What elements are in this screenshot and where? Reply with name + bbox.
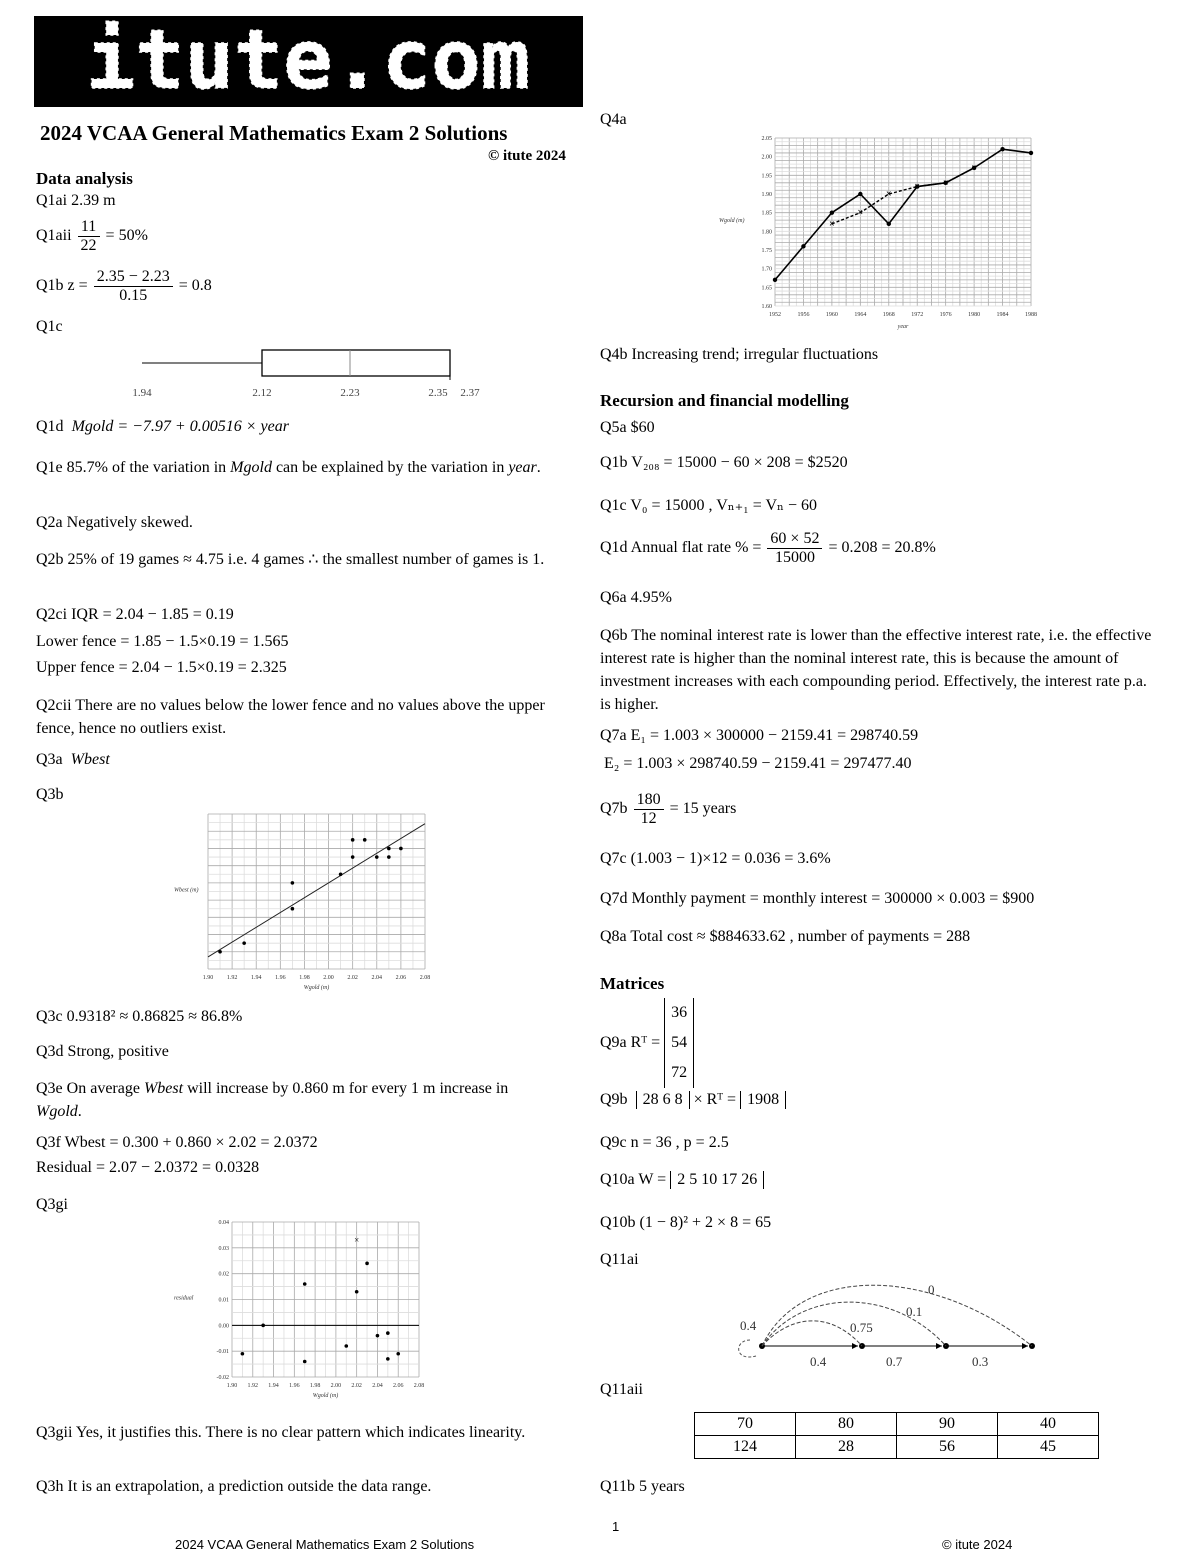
x-tick-label: 1.98 xyxy=(299,975,310,981)
q1b: Q1b z = $\frac{2.35 - 2.23}{0.15}$ = 0.8 xyxy=(36,268,212,304)
y-tick-label: 1.70 xyxy=(761,266,772,273)
q3gii: Q3gii Yes, it justifies this. There is no clear pattern which indicates linearity. xyxy=(36,1424,526,1441)
q7a-e1: Q7a E₁ = 1.003 × 300000 − 2159.41 = 298740.59 xyxy=(600,727,919,744)
q8a: Q8a Total cost ≈ $884633.62 , number of payments = 288 xyxy=(600,928,971,945)
y-tick-label: 1.90 xyxy=(761,192,772,198)
scatter-point xyxy=(365,1262,369,1266)
q3d: Q3d Strong, positive xyxy=(36,1043,169,1060)
q1d: Q1d Mgold = −7.97 + 0.00516 × year xyxy=(36,418,289,435)
q1d-flat-rate: Q1d Annual flat rate % = $\frac{60 \times 52}{15000}$ = 0.208 = 20.8% xyxy=(600,530,936,566)
y-axis-label: residual xyxy=(174,1295,194,1302)
q1ai: Q1ai 2.39 m xyxy=(36,192,116,209)
q7d: Q7d Monthly payment = monthly interest = 300000 × 0.003 = $900 xyxy=(600,890,1035,907)
q11ai: Q11ai xyxy=(600,1251,639,1268)
q1c-boxplot xyxy=(120,340,500,402)
q4a-line-chart xyxy=(715,130,1045,330)
y-tick-label: 1.75 xyxy=(761,248,772,254)
q1c: Q1c xyxy=(36,318,63,335)
x-axis-label: year xyxy=(897,324,909,330)
table-cell: 28 xyxy=(796,1436,897,1459)
scatter-point xyxy=(386,1331,390,1335)
scatter-point xyxy=(355,1290,359,1294)
x-tick-label: 1972 xyxy=(911,312,924,318)
logo-text-graphic xyxy=(34,16,583,107)
logo-text: itute.com xyxy=(85,16,531,107)
q2ci-upper-fence: Upper fence = 2.04 − 1.5×0.19 = 2.325 xyxy=(36,659,287,676)
section-recursion: Recursion and financial modelling xyxy=(600,391,849,410)
q5a: Q5a $60 xyxy=(600,419,655,436)
q11aii: Q11aii xyxy=(600,1381,643,1398)
series-point-actual xyxy=(773,278,777,282)
table-row xyxy=(695,1413,1099,1436)
boxplot-box xyxy=(262,350,450,376)
x-tick-label: 1956 xyxy=(797,312,810,318)
q3f-residual: Residual = 2.07 − 2.0372 = 0.0328 xyxy=(36,1159,260,1176)
q1c-recursion: Q1c V₀ = 15000 , Vₙ₊₁ = Vₙ − 60 xyxy=(600,497,817,514)
y-tick-label: 0.01 xyxy=(218,1297,229,1304)
x-tick-label: 1.98 xyxy=(309,1383,321,1389)
series-point-actual xyxy=(887,222,891,226)
q3gi-residual-chart xyxy=(170,1214,435,1399)
footer-copyright: © itute 2024 xyxy=(942,1537,1013,1552)
q3b: Q3b xyxy=(36,786,64,803)
y-tick-label: 1.65 xyxy=(761,285,772,292)
y-tick-label: 2.05 xyxy=(761,136,772,142)
series-point-smoothed: × xyxy=(942,177,949,189)
scatter-point xyxy=(261,1324,265,1328)
scatter-point xyxy=(399,847,403,851)
x-tick-label: 2.02 xyxy=(347,975,358,981)
page-number: 1 xyxy=(612,1519,620,1534)
scatter-point xyxy=(387,847,391,851)
x-tick-label: 2.06 xyxy=(392,1383,404,1389)
x-tick-label: 1968 xyxy=(882,312,895,318)
q4a: Q4a xyxy=(600,111,627,128)
q11aii-table xyxy=(694,1412,1099,1459)
scatter-point xyxy=(339,872,343,876)
boxplot-tick: 1.94 xyxy=(132,387,152,399)
graph-label: 0.7 xyxy=(886,1354,903,1369)
scatter-point xyxy=(396,1352,400,1356)
boxplot-tick: 2.37 xyxy=(460,387,480,399)
y-tick-label: 0.03 xyxy=(218,1245,229,1252)
scatter-point xyxy=(291,907,295,911)
x-tick-label: 1.94 xyxy=(250,975,262,981)
y-axis-label: Wbest (m) xyxy=(174,887,199,894)
table-cell: 40 xyxy=(998,1413,1099,1436)
x-tick-label: 2.04 xyxy=(371,975,383,981)
graph-curve-edge xyxy=(762,1321,862,1346)
graph-label: 0.4 xyxy=(810,1354,827,1369)
table-cell: 90 xyxy=(897,1413,998,1436)
x-tick-label: 2.08 xyxy=(419,975,431,981)
page-title: 2024 VCAA General Mathematics Exam 2 Solutions xyxy=(40,121,508,145)
q4b: Q4b Increasing trend; irregular fluctuations xyxy=(600,346,879,363)
q9b: Q9b 28 6 8 × Rᵀ = 1908 xyxy=(600,1091,786,1109)
x-tick-label: 1980 xyxy=(968,312,981,318)
y-tick-label: -0.02 xyxy=(216,1375,229,1381)
graph-curve-edge xyxy=(762,1285,1032,1346)
scatter-point xyxy=(375,855,379,859)
x-tick-label: 1988 xyxy=(1025,312,1037,318)
q3c: Q3c 0.9318² ≈ 0.86825 ≈ 86.8% xyxy=(36,1008,243,1025)
x-tick-label: 1952 xyxy=(769,312,781,318)
q7b: Q7b $\frac{180}{12}$ = 15 years xyxy=(600,791,737,827)
matrix-rt: 36 54 72 xyxy=(664,998,694,1088)
q3b-scatter-chart xyxy=(170,806,435,991)
scatter-point xyxy=(344,1344,348,1348)
x-tick-label: 2.00 xyxy=(323,975,334,981)
graph-loop-edge xyxy=(739,1340,756,1357)
q3gi: Q3gi xyxy=(36,1196,68,1213)
x-tick-label: 1.90 xyxy=(202,975,214,981)
x-axis-label: Wgold (m) xyxy=(303,985,330,991)
copyright: © itute 2024 xyxy=(488,148,566,164)
x-tick-label: 1.96 xyxy=(289,1383,300,1389)
series-point-smoothed: × xyxy=(914,181,921,193)
y-tick-label: 1.60 xyxy=(761,304,772,310)
scatter-point xyxy=(303,1282,307,1286)
boxplot-tick: 2.23 xyxy=(340,387,360,399)
table-cell: 45 xyxy=(998,1436,1099,1459)
q1e: Q1e 85.7% of the variation in Mgold can be explained by the variation in year. xyxy=(36,459,541,476)
q3h: Q3h It is an extrapolation, a prediction outside the data range. xyxy=(36,1478,432,1495)
q2a: Q2a Negatively skewed. xyxy=(36,514,193,531)
boxplot-tick: 2.12 xyxy=(252,387,272,399)
q1aii: Q1aii $\frac{11}{22}$ = 50% xyxy=(36,218,148,254)
y-tick-label: 1.95 xyxy=(761,173,772,180)
x-tick-label: 2.08 xyxy=(413,1383,425,1389)
scatter-point xyxy=(351,838,355,842)
scatter-point xyxy=(291,881,295,885)
y-axis-label: Wgold (m) xyxy=(719,218,745,224)
x-tick-label: 2.00 xyxy=(330,1383,342,1389)
q3a: Q3a Wbest xyxy=(36,751,110,768)
graph-label: 0.3 xyxy=(972,1354,989,1369)
scatter-point xyxy=(386,1357,390,1361)
x-tick-label: 1.92 xyxy=(226,975,238,981)
y-tick-label: 2.00 xyxy=(761,154,772,161)
y-tick-label: 1.80 xyxy=(761,229,772,236)
q10a: Q10a W = 2 5 10 17 26 xyxy=(600,1171,764,1189)
x-tick-label: 2.04 xyxy=(372,1383,383,1389)
y-tick-label: 0.02 xyxy=(218,1271,229,1278)
q7c: Q7c (1.003 − 1)×12 = 0.036 = 3.6% xyxy=(600,850,831,867)
itute-logo xyxy=(34,16,583,107)
series-point-actual xyxy=(801,244,805,248)
q9c: Q9c n = 36 , p = 2.5 xyxy=(600,1134,729,1151)
q3e: Q3e On average Wbest will increase by 0.860 m for every 1 m increase in Wgold. xyxy=(36,1080,509,1120)
series-point-smoothed: × xyxy=(971,162,977,174)
table-cell: 80 xyxy=(796,1413,897,1436)
x-tick-label: 1.96 xyxy=(275,975,286,981)
q1b-recursion: Q1b V₂₀₈ = 15000 − 60 × 208 = $2520 xyxy=(600,454,848,471)
y-tick-label: -0.01 xyxy=(216,1349,229,1356)
graph-label: 0.75 xyxy=(850,1320,873,1335)
scatter-point xyxy=(218,950,222,954)
q10b: Q10b (1 − 8)² + 2 × 8 = 65 xyxy=(600,1214,772,1231)
series-point-actual xyxy=(1000,147,1004,151)
q7a-e2: E₂ = 1.003 × 298740.59 − 2159.41 = 297477.40 xyxy=(604,755,912,772)
q6b: Q6b The nominal interest rate is lower than the effective interest rate, i.e. the effective interest rate is higher than the nominal interest rate, this is because the amount of investment increases with each compounding period. Effectively, the interest rate p.a. is higher. xyxy=(600,627,1152,713)
q2ci-iqr: Q2ci IQR = 2.04 − 1.85 = 0.19 xyxy=(36,606,234,623)
x-tick-label: 1960 xyxy=(825,312,838,318)
y-tick-label: 0.00 xyxy=(218,1323,229,1330)
q2ci-lower-fence: Lower fence = 1.85 − 1.5×0.19 = 1.565 xyxy=(36,633,289,650)
y-tick-label: 0.04 xyxy=(218,1220,229,1226)
q11b: Q11b 5 years xyxy=(600,1478,685,1495)
series-point-smoothed: × xyxy=(885,189,892,200)
scatter-point xyxy=(387,855,391,859)
q11ai-network-graph xyxy=(730,1270,1050,1370)
table-cell: 124 xyxy=(695,1436,796,1459)
q9a: Q9a Rᵀ = 36 54 72 xyxy=(600,998,694,1088)
x-tick-label: 1.92 xyxy=(247,1383,259,1389)
boxplot-tick: 2.35 xyxy=(428,387,448,399)
table-cell: 56 xyxy=(897,1436,998,1459)
table-row xyxy=(695,1436,1099,1459)
section-data-analysis: Data analysis xyxy=(36,169,133,188)
series-point-smoothed: × xyxy=(829,218,835,230)
series-point-actual xyxy=(1029,151,1033,155)
q2cii: Q2cii There are no values below the lower fence and no values above the upper fence, hence no outliers exist. xyxy=(36,697,545,737)
x-tick-label: 1.90 xyxy=(226,1383,238,1389)
y-tick-label: 1.85 xyxy=(761,210,772,217)
q6a: Q6a 4.95% xyxy=(600,589,672,606)
scatter-point xyxy=(303,1360,307,1364)
series-point-smoothed: × xyxy=(857,207,864,219)
x-tick-label: 1964 xyxy=(854,312,867,318)
graph-label: 0 xyxy=(928,1282,935,1297)
scatter-point xyxy=(351,855,355,859)
series-point-actual xyxy=(858,192,862,196)
x-tick-label: 1984 xyxy=(996,312,1009,318)
series-point-actual xyxy=(830,210,834,214)
q2b: Q2b 25% of 19 games ≈ 4.75 i.e. 4 games ∴ the smallest number of games is 1. xyxy=(36,551,545,568)
scatter-point xyxy=(241,1352,245,1356)
x-axis-label: Wgold (m) xyxy=(312,1393,339,1399)
graph-label: 0.1 xyxy=(906,1304,923,1319)
x-tick-label: 2.02 xyxy=(351,1383,362,1389)
table-cell: 70 xyxy=(695,1413,796,1436)
scatter-point: × xyxy=(354,1235,360,1246)
x-tick-label: 1976 xyxy=(939,312,952,318)
section-matrices: Matrices xyxy=(600,974,665,993)
q3f-equation: Q3f Wbest = 0.300 + 0.860 × 2.02 = 2.0372 xyxy=(36,1134,318,1151)
scatter-point xyxy=(242,941,246,945)
scatter-point xyxy=(363,838,367,842)
footer-title: 2024 VCAA General Mathematics Exam 2 Solutions xyxy=(175,1537,475,1552)
scatter-point xyxy=(376,1334,380,1338)
graph-label: 0.4 xyxy=(740,1318,757,1333)
x-tick-label: 2.06 xyxy=(395,975,407,981)
x-tick-label: 1.94 xyxy=(268,1383,279,1389)
